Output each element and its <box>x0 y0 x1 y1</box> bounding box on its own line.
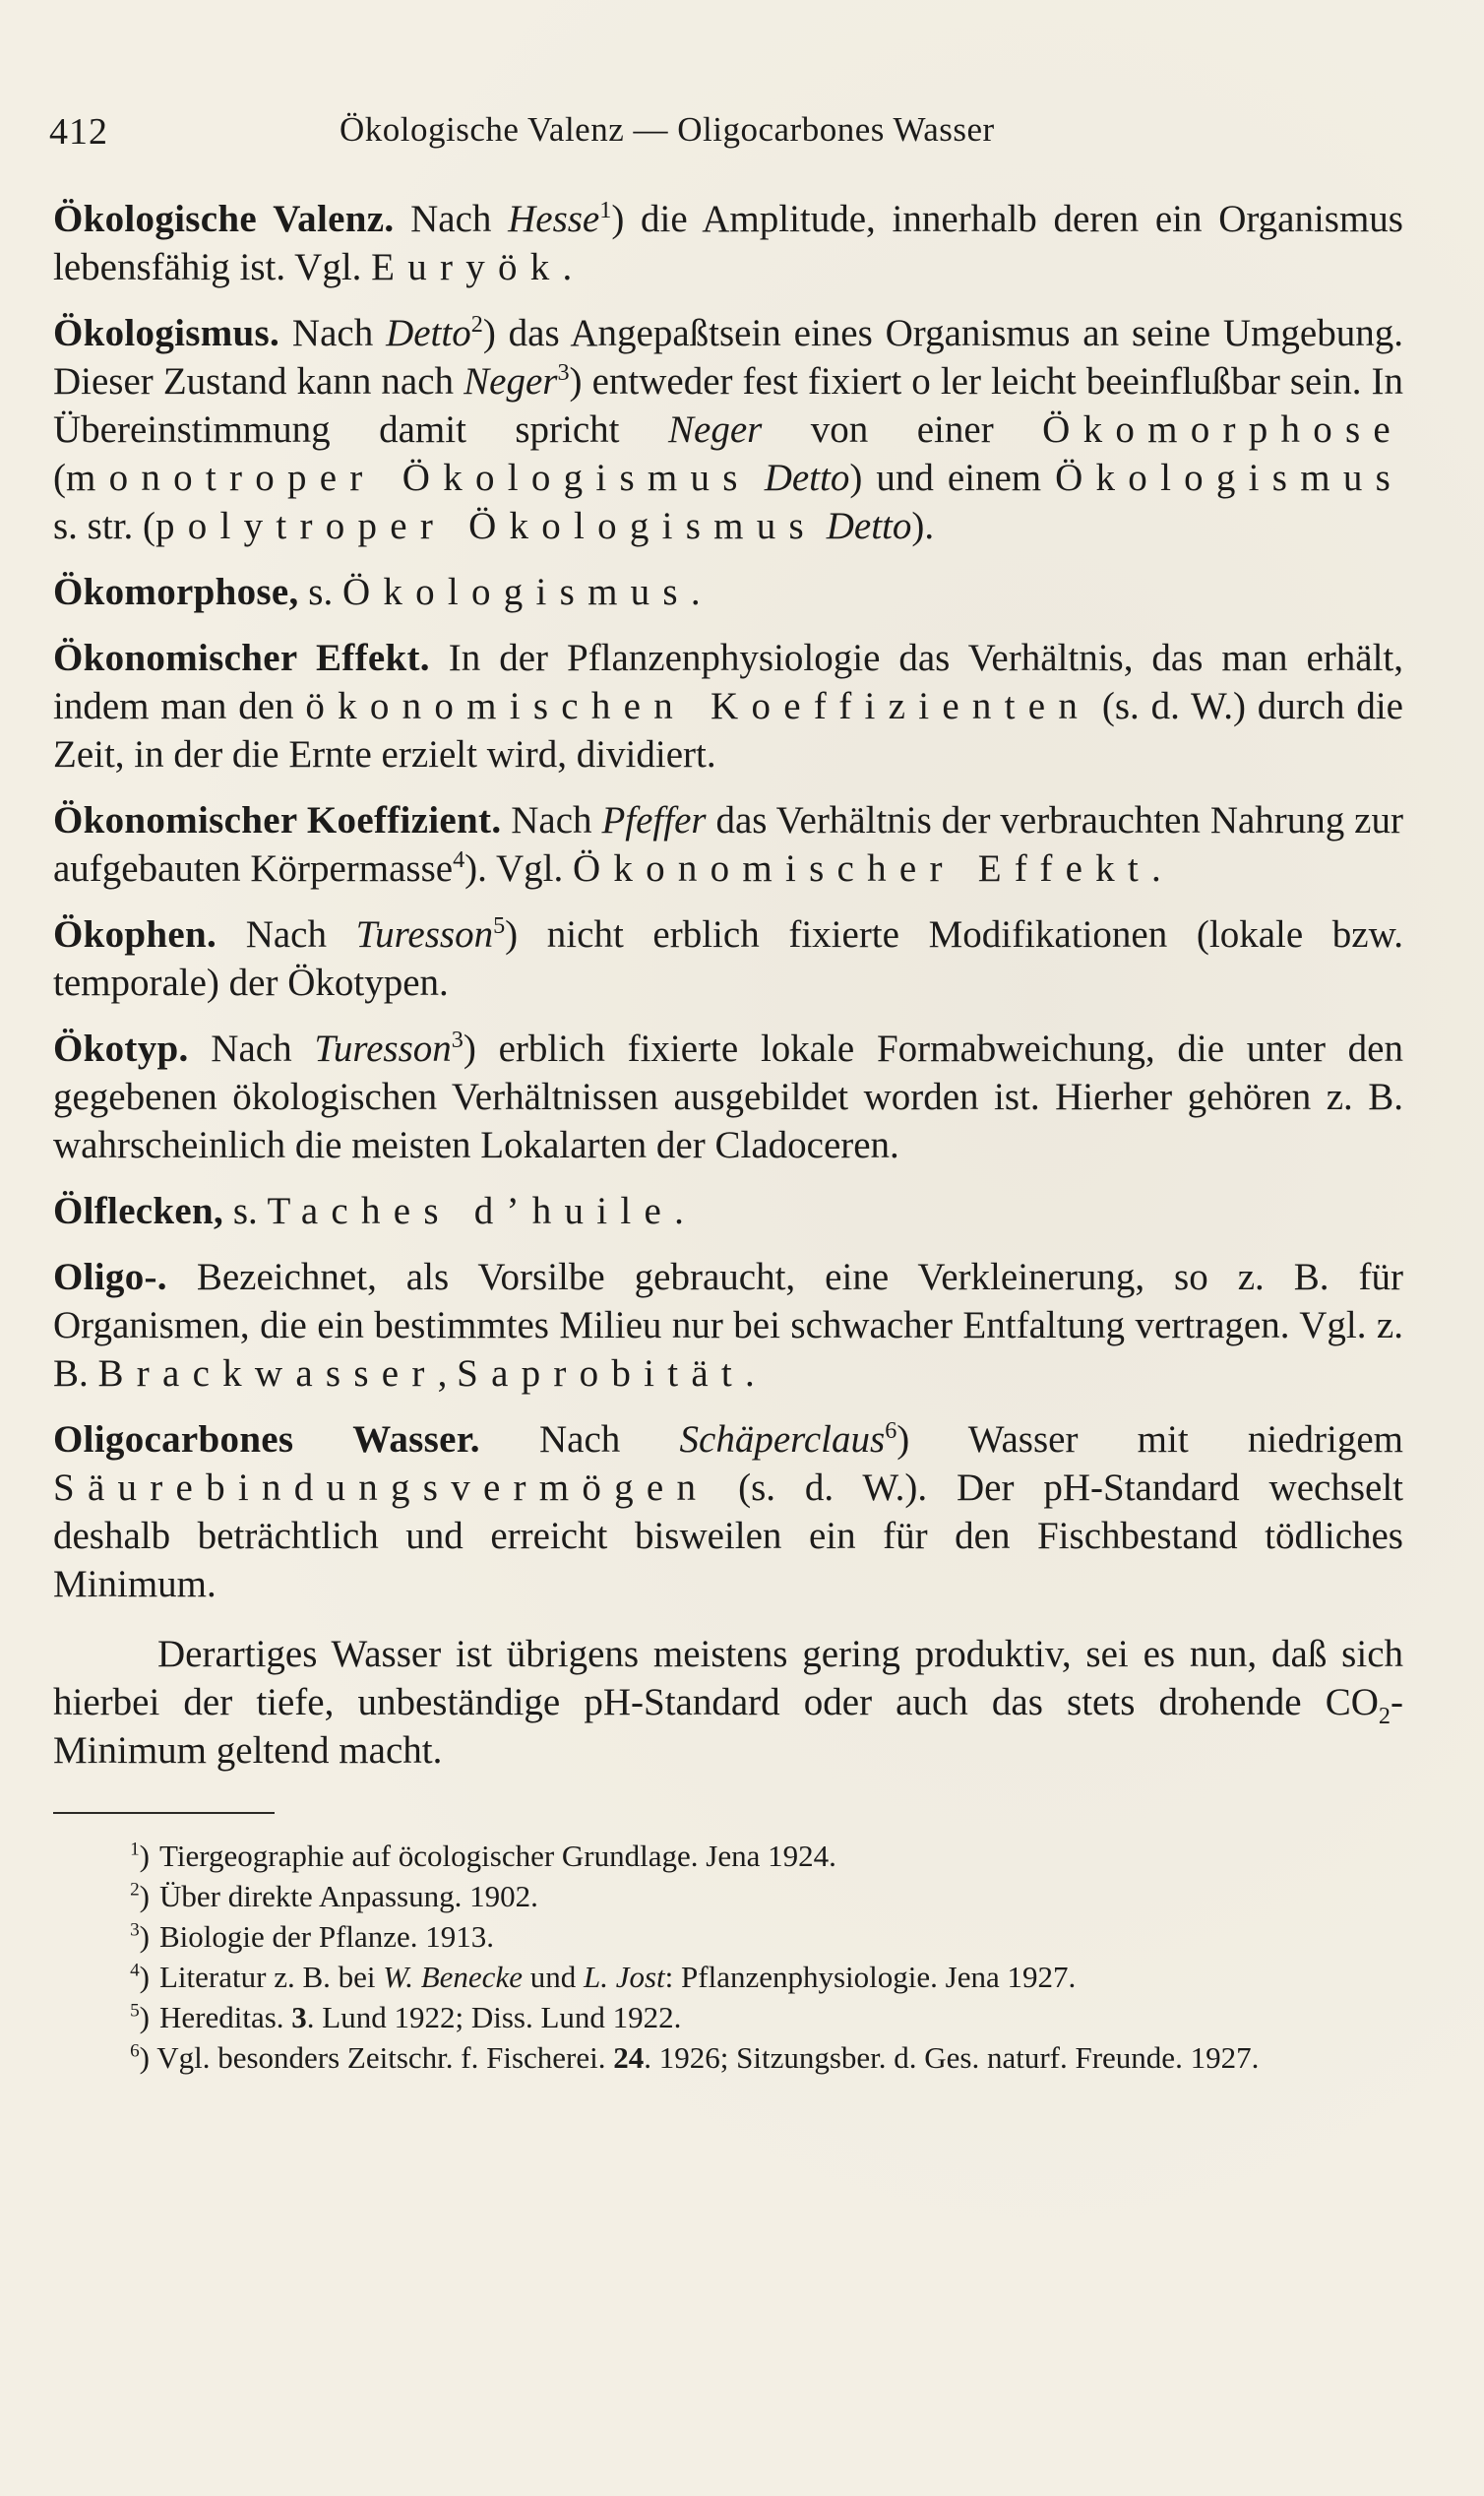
cross-reference: Brackwasser <box>97 1352 438 1395</box>
author-name: Hesse <box>508 198 600 240</box>
author-name: L. Jost <box>583 1960 665 1994</box>
cross-reference: Ökonomischer Effekt <box>572 847 1152 890</box>
cross-reference: Ökomorphose <box>1042 408 1403 451</box>
footnotes <box>53 1836 1403 2078</box>
cross-reference: polytroper Ökologismus <box>155 505 817 547</box>
entry-oligocarbones-wasser: Oligocarbones Wasser. Nach Schäperclaus$^6$) Wasser mit niedrigem Säurebindungsvermögen (s. d. W.). Der pH-Standard wechselt deshalb beträchtlich und erreicht bisweilen ein für den Fischbestand tödliches Minimum. <box>53 1417 1403 1605</box>
footnote-number: $^1$) <box>130 1839 150 1873</box>
entry-term: Ökonomischer Koeffizient. <box>53 799 502 842</box>
entry-oekonomischer-koeffizient: Ökonomischer Koeffizient. Nach Pfeffer das Verhältnis der verbrauchten Nahrung zur aufgebauten Körpermasse$^4$). Vgl. Ökonomischer Effekt. <box>53 799 1403 890</box>
footnote-number: $^6$) <box>130 2040 150 2075</box>
entry-oelflecken: Ölflecken, s. Taches d’huile. <box>53 1190 684 1232</box>
cross-reference: ökonomischen Koeffizienten <box>305 685 1091 727</box>
volume-number: 3 <box>291 2000 307 2034</box>
entry-oekophen: Ökophen. Nach Turesson$^5$) nicht erblich fixierte Modifikationen (lokale bzw. temporale) der Ökotypen. <box>53 912 1403 1004</box>
entry-oekotyp: Ökotyp. Nach Turesson$^3$) erblich fixierte lokale Formabweichung, die unter den gegebenen ökologischen Verhältnissen ausgebildet worden ist. Hierher gehören z. B. wahrscheinlich die meisten Lokalarten der Cladoceren. <box>53 1027 1403 1166</box>
footnote-ref: 2 <box>470 311 483 338</box>
footnote-5 <box>53 1997 1403 2037</box>
entry-term: Ökophen. <box>53 913 217 956</box>
footnote-ref: 4 <box>453 846 465 873</box>
running-head: Ökologische Valenz — Oligocarbones Wasser <box>340 110 995 149</box>
footnote-divider <box>53 1812 275 1814</box>
body-paragraph: Derartiges Wasser ist übrigens meistens gering produktiv, sei es nun, daß sich hierbei der tiefe, unbeständige pH-Standard oder auch das stets drohende $CO_2$-Minimum geltend macht. <box>53 1633 1403 1772</box>
footnote-number: $^2$) <box>130 1879 150 1913</box>
footnote-text: Biologie der Pflanze. 1913. <box>159 1919 495 1954</box>
footnote-ref: 5 <box>493 912 506 939</box>
subscript: 2 <box>1378 1702 1391 1729</box>
entry-term: Oligocarbones Wasser. <box>53 1418 480 1461</box>
main-text <box>53 195 1403 2078</box>
entry-term: Ökonomischer Effekt. <box>53 637 430 679</box>
author-name: Detto <box>826 505 912 547</box>
cross-reference: Ökologismus <box>341 571 691 613</box>
footnote-number: $^5$) <box>130 2000 150 2034</box>
entry-oligo: Oligo-. Bezeichnet, als Vorsilbe gebraucht, eine Verkleinerung, so z. B. für Organismen, die ein bestimmtes Milieu nur bei schwacher Entfaltung vertragen. Vgl. z. B. Brackwasser, Saprobität. <box>53 1256 1403 1395</box>
page-header <box>0 110 1484 169</box>
entry-oekomorphose: Ökomorphose, s. Ökologismus. <box>53 571 701 613</box>
author-name: W. Benecke <box>383 1960 523 1994</box>
author-name: Pfeffer <box>601 799 707 842</box>
author-name: Detto <box>386 312 471 354</box>
footnote-1 <box>53 1836 1403 1876</box>
footnote-text: Literatur z. B. bei W. Benecke und L. Jost: Pflanzenphysiologie. Jena 1927. <box>159 1960 1077 1994</box>
author-name: Turesson <box>314 1028 452 1070</box>
entry-oekologismus: Ökologismus. Nach Detto$^2$) das Angepaßtsein eines Organismus an seine Umgebung. Dieser Zustand kann nach Neger$^3$) entweder fest fixiert o ler leicht beeinflußbar sein. In Übereinstimmung damit spricht Neger von einer Ökomorphose (monotroper Ökologismus Detto) und einem Ökologismus s. str. (polytroper Ökologismus Detto). <box>53 311 1404 547</box>
cross-reference: monotroper Ökologismus <box>66 457 751 499</box>
entry-term: Ökomorphose, <box>53 571 299 613</box>
footnote-text: Vgl. besonders Zeitschr. f. Fischerei. 24. 1926; Sitzungsber. d. Ges. naturf. Freunde. 1927. <box>156 2040 1260 2075</box>
footnote-2 <box>53 1876 1403 1916</box>
footnote-ref: 6 <box>885 1417 897 1444</box>
entry-term: Ökotyp. <box>53 1028 189 1070</box>
author-name: Detto <box>764 457 850 499</box>
entry-oekonomischer-effekt: Ökonomischer Effekt. In der Pflanzenphysiologie das Verhältnis, das man erhält, indem man den ökonomischen Koeffizienten (s. d. W.) durch die Zeit, in der die Ernte erzielt wird, dividiert. <box>53 637 1403 776</box>
footnote-ref: 3 <box>557 359 570 386</box>
footnote-text: Hereditas. 3. Lund 1922; Diss. Lund 1922. <box>159 2000 682 2034</box>
footnote-number: $^4$) <box>130 1960 150 1994</box>
entry-oekologische-valenz: Ökologische Valenz. Nach Hesse$^1$) die Amplitude, innerhalb deren ein Organismus lebensfähig ist. Vgl. Euryök. <box>53 197 1403 288</box>
author-name: Neger <box>464 360 558 403</box>
footnote-ref: 1 <box>599 197 612 223</box>
cross-reference: Euryök <box>371 246 563 288</box>
footnote-4 <box>53 1957 1403 1997</box>
footnote-ref: 3 <box>451 1027 464 1053</box>
entry-term: Ölflecken, <box>53 1190 224 1232</box>
author-name: Schäperclaus <box>679 1418 886 1461</box>
cross-reference: Saprobität <box>457 1352 746 1395</box>
cross-reference: Taches d’huile <box>267 1190 675 1232</box>
footnote-6 <box>53 2037 1403 2078</box>
author-name: Turesson <box>355 913 494 956</box>
cross-reference: Säurebindungsvermögen <box>53 1466 710 1509</box>
cross-reference: Ökologismus <box>1055 457 1404 499</box>
footnote-text: Tiergeographie auf öcologischer Grundlage. Jena 1924. <box>159 1839 836 1873</box>
page-number: 412 <box>49 111 108 153</box>
volume-number: 24 <box>613 2040 645 2075</box>
footnote-number: $^3$) <box>130 1919 150 1954</box>
footnote-text: Über direkte Anpassung. 1902. <box>159 1879 538 1913</box>
entry-term: Ökologismus. <box>53 312 280 354</box>
author-name: Neger <box>668 408 763 451</box>
entry-term: Ökologische Valenz. <box>53 198 395 240</box>
entry-term: Oligo-. <box>53 1256 167 1298</box>
footnote-3 <box>53 1916 1403 1957</box>
